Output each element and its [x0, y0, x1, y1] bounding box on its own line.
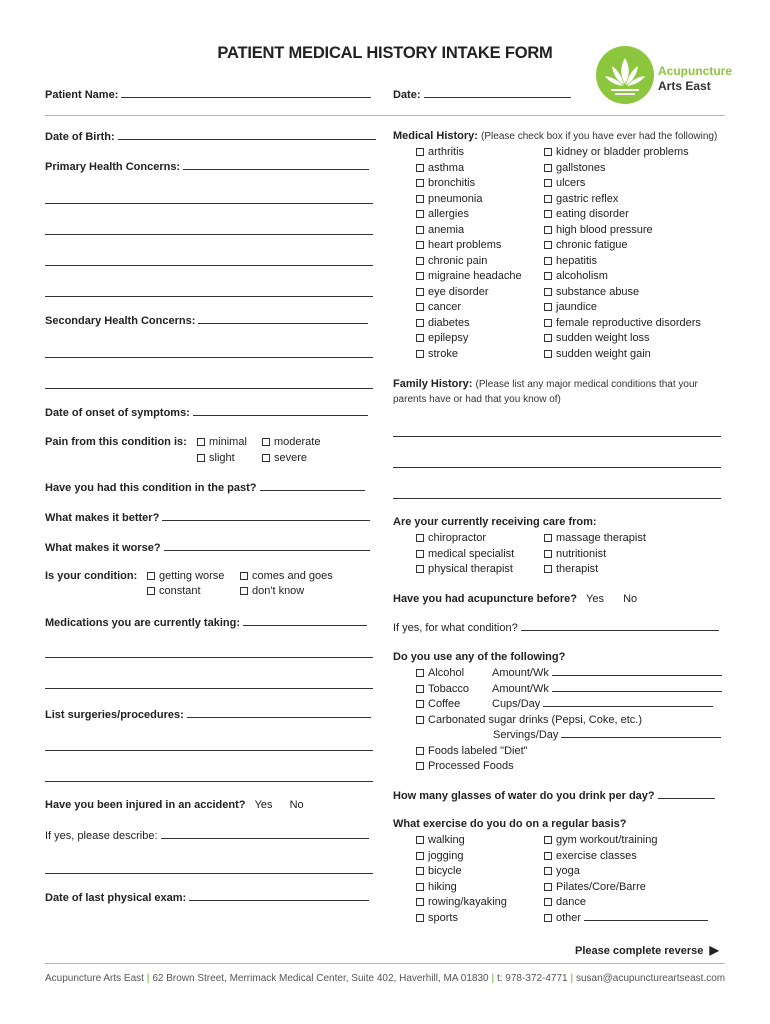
medical-history-checkbox[interactable] [544, 319, 552, 327]
medical-history-checkbox[interactable] [544, 257, 552, 265]
medical-history-label: gastric reflex [556, 192, 619, 205]
exercise-item[interactable] [544, 833, 708, 849]
surgeries-line[interactable] [187, 708, 371, 718]
use-processed-checkbox[interactable] [416, 762, 424, 770]
medical-history-label: anemia [428, 223, 465, 236]
medical-history-label: jaundice [556, 301, 597, 313]
medical-history-checkbox[interactable] [544, 350, 552, 358]
exercise-item[interactable] [544, 864, 708, 880]
past-condition-field[interactable] [45, 481, 365, 494]
use-coffee-checkbox[interactable] [416, 700, 424, 708]
exercise-label: exercise classes [556, 849, 637, 862]
acupuncture-yes[interactable]: Yes [586, 593, 604, 605]
water-label: How many glasses of water do you drink per day? [393, 790, 655, 802]
medical-history-item[interactable] [416, 300, 522, 316]
medical-history-checkbox[interactable] [416, 319, 424, 327]
worse-label: What makes it worse? [45, 542, 161, 554]
care-label: therapist [556, 563, 599, 575]
care-checkbox[interactable] [416, 565, 424, 573]
arrow-right-icon: ▶ [709, 943, 719, 957]
medical-history-label: epilepsy [428, 332, 469, 344]
use-tobacco-row[interactable] [416, 682, 722, 698]
use-processed-label: Processed Foods [428, 760, 514, 772]
exercise-checkbox[interactable] [416, 867, 424, 875]
describe-line-1[interactable] [45, 873, 373, 874]
medical-history-item[interactable] [544, 145, 701, 161]
exercise-col1 [416, 833, 507, 926]
medical-history-checkbox[interactable] [544, 148, 552, 156]
exercise-item[interactable] [544, 880, 708, 896]
medications-line-2[interactable] [45, 688, 373, 689]
use-coffee-label: Coffee [428, 698, 461, 710]
medical-history-label: Medical History: [393, 130, 478, 142]
condition-label: Is your condition: [45, 570, 138, 582]
use-tobacco-line[interactable] [552, 682, 722, 692]
complete-reverse [575, 943, 719, 957]
care-item[interactable] [544, 547, 646, 563]
describe-line[interactable] [161, 829, 369, 839]
exercise-label: hiking [428, 880, 457, 893]
primary-line-2[interactable] [45, 234, 373, 235]
use-diet-checkbox[interactable] [416, 747, 424, 755]
condition-dontknow-label: don't know [252, 585, 305, 597]
medical-history-label: eating disorder [556, 208, 629, 220]
pain-severe-checkbox[interactable] [262, 454, 270, 462]
logo [594, 44, 734, 106]
exercise-item[interactable] [416, 880, 507, 896]
medical-history-label: cancer [428, 301, 462, 313]
care-checkbox[interactable] [544, 534, 552, 542]
pain-severe-label: severe [274, 452, 308, 464]
medical-history-item[interactable] [544, 223, 701, 239]
pain-row [45, 436, 187, 448]
past-condition-label: Have you had this condition in the past? [45, 482, 257, 494]
exercise-col2 [544, 833, 708, 926]
medical-history-item[interactable] [416, 347, 522, 363]
acupuncture-condition-label: If yes, for what condition? [393, 622, 518, 634]
care-label: chiropractor [428, 532, 487, 544]
complete-reverse-label: Please complete reverse [575, 945, 704, 957]
family-line-2[interactable] [393, 467, 721, 468]
physical-field[interactable] [45, 891, 369, 904]
use-list [416, 666, 722, 775]
family-history-note2: parents have or had that you know of) [393, 394, 561, 405]
medical-history-checkbox[interactable] [416, 257, 424, 265]
exercise-label: gym workout/training [556, 834, 658, 846]
medical-history-item[interactable] [416, 238, 522, 254]
use-tobacco-checkbox[interactable] [416, 685, 424, 693]
use-diet-label: Foods labeled "Diet" [428, 744, 528, 757]
injured-row [45, 799, 304, 811]
use-tobacco-qty-label: Amount/Wk [492, 682, 549, 695]
use-alcohol-qty-label: Amount/Wk [492, 667, 549, 679]
exercise-label: sports [428, 911, 458, 924]
care-item[interactable] [416, 531, 514, 547]
medical-history-item[interactable] [416, 207, 522, 223]
better-label: What makes it better? [45, 512, 160, 524]
medical-history-label: bronchitis [428, 177, 476, 189]
secondary-line-1[interactable] [45, 357, 373, 358]
medications-label: Medications you are currently taking: [45, 617, 240, 629]
medical-history-item[interactable] [416, 254, 522, 270]
secondary-line-2[interactable] [45, 388, 373, 389]
care-label: physical therapist [428, 563, 513, 575]
medical-history-item[interactable] [416, 176, 522, 192]
care-col1 [416, 531, 514, 578]
medical-history-item[interactable] [544, 269, 701, 285]
medical-history-note: (Please check box if you have ever had the following) [481, 131, 718, 142]
family-history-label: Family History: [393, 378, 473, 390]
medical-history-label: asthma [428, 161, 465, 174]
care-label: Are your currently receiving care from: [393, 516, 597, 528]
acupuncture-no[interactable]: No [623, 593, 638, 605]
use-label: Do you use any of the following? [393, 651, 566, 663]
medical-history-item[interactable] [416, 316, 522, 332]
dob-line[interactable] [118, 130, 376, 140]
onset-label: Date of onset of symptoms: [45, 407, 190, 419]
exercise-item[interactable] [416, 895, 507, 911]
exercise-label: yoga [556, 865, 580, 877]
medical-history-checkbox[interactable] [416, 210, 424, 218]
water-line[interactable] [658, 789, 715, 799]
use-tobacco-label: Tobacco [428, 682, 469, 695]
exercise-item[interactable] [544, 895, 708, 911]
exercise-label: other [556, 911, 582, 924]
exercise-checkbox[interactable] [416, 883, 424, 891]
onset-line[interactable] [193, 406, 368, 416]
medical-history-label: chronic pain [428, 254, 488, 267]
use-servings-row[interactable] [416, 728, 722, 744]
primary-line-1[interactable] [45, 203, 373, 204]
exercise-checkbox[interactable] [416, 898, 424, 906]
medications-line-1[interactable] [45, 657, 373, 658]
pain-slight-checkbox[interactable] [197, 454, 205, 462]
pain-moderate-option[interactable] [262, 436, 320, 448]
medical-history-item[interactable] [544, 300, 701, 316]
medical-history-checkbox[interactable] [544, 288, 552, 296]
medical-history-checkbox[interactable] [416, 334, 424, 342]
condition-comes-label: comes and goes [252, 570, 333, 582]
pain-minimal-option[interactable] [197, 436, 247, 448]
medical-history-item[interactable] [544, 192, 701, 208]
physical-line[interactable] [189, 891, 369, 901]
exercise-checkbox[interactable] [544, 867, 552, 875]
use-carbonated-label: Carbonated sugar drinks (Pepsi, Coke, etc.) [428, 713, 642, 726]
medications-field[interactable] [45, 616, 367, 629]
medical-history-label: stroke [428, 347, 458, 360]
describe-label: If yes, please describe: [45, 830, 158, 842]
medical-history-item[interactable] [544, 161, 701, 177]
exercise-item[interactable] [416, 833, 507, 849]
medical-history-item[interactable] [544, 331, 701, 347]
use-carbonated-checkbox[interactable] [416, 716, 424, 724]
patient-name-label: Patient Name: [45, 89, 119, 101]
footer-divider [45, 963, 725, 964]
injured-no[interactable]: No [289, 799, 304, 811]
medical-history-checkbox[interactable] [416, 303, 424, 311]
medical-history-checkbox[interactable] [416, 148, 424, 156]
past-condition-line[interactable] [260, 481, 365, 491]
medical-history-item[interactable] [544, 238, 701, 254]
condition-comes-option[interactable] [240, 570, 333, 582]
use-diet-row[interactable] [416, 744, 722, 760]
exercise-checkbox[interactable] [416, 852, 424, 860]
use-alcohol-line[interactable] [552, 666, 722, 676]
footer-separator: | [570, 973, 574, 984]
condition-constant-checkbox[interactable] [147, 587, 155, 595]
medical-history-label: female reproductive disorders [556, 316, 701, 329]
care-checkbox[interactable] [544, 550, 552, 558]
use-coffee-line[interactable] [543, 697, 713, 707]
primary-concerns-label: Primary Health Concerns: [45, 161, 181, 173]
medical-history-checkbox[interactable] [544, 195, 552, 203]
medical-history-label: gallstones [556, 161, 606, 174]
medical-history-label: pneumonia [428, 192, 483, 205]
medical-history-item[interactable] [544, 347, 701, 363]
family-history-header [393, 378, 698, 390]
use-coffee-qty-label: Cups/Day [492, 698, 541, 710]
logo-line1: Acupuncture [658, 64, 733, 78]
medical-history-col2 [544, 145, 701, 362]
exercise-item[interactable] [544, 911, 708, 927]
better-line[interactable] [162, 511, 370, 521]
condition-dontknow-option[interactable] [240, 585, 304, 597]
medical-history-label: kidney or bladder problems [556, 146, 689, 158]
medical-history-item[interactable] [544, 207, 701, 223]
footer-email[interactable]: susan@acupunctureartseast.com [575, 973, 726, 984]
acupuncture-condition-line[interactable] [521, 621, 719, 631]
worse-field[interactable] [45, 541, 370, 554]
care-label: nutritionist [556, 547, 607, 560]
medical-history-item[interactable] [416, 161, 522, 177]
secondary-concerns-label: Secondary Health Concerns: [45, 315, 196, 327]
medical-history-item[interactable] [416, 269, 522, 285]
exercise-item[interactable] [544, 849, 708, 865]
medical-history-checkbox[interactable] [416, 272, 424, 280]
family-line-3[interactable] [393, 498, 721, 499]
dob-field[interactable] [45, 130, 376, 143]
secondary-concerns-line[interactable] [198, 314, 368, 324]
exercise-item[interactable] [416, 911, 507, 927]
medical-history-item[interactable] [416, 285, 522, 301]
medical-history-checkbox[interactable] [416, 226, 424, 234]
medical-history-checkbox[interactable] [544, 272, 552, 280]
medical-history-checkbox[interactable] [416, 241, 424, 249]
dob-label: Date of Birth: [45, 131, 115, 143]
care-item[interactable] [544, 531, 646, 547]
page-title: PATIENT MEDICAL HISTORY INTAKE FORM [217, 44, 553, 62]
medical-history-label: diabetes [428, 316, 470, 329]
logo-line2: Arts East [658, 79, 711, 93]
condition-worse-label: getting worse [159, 570, 225, 582]
onset-field[interactable] [45, 406, 368, 419]
medical-history-label: alcoholism [556, 270, 608, 282]
exercise-other-line[interactable] [584, 911, 708, 921]
exercise-label: bicycle [428, 865, 462, 877]
condition-dontknow-checkbox[interactable] [240, 587, 248, 595]
medical-history-item[interactable] [416, 145, 522, 161]
care-checkbox[interactable] [544, 565, 552, 573]
acupuncture-condition-field[interactable] [393, 621, 719, 634]
footer-address: 62 Brown Street, Merrimack Medical Center, Suite 402, Haverhill, MA 01830 [152, 973, 489, 984]
worse-line[interactable] [164, 541, 370, 551]
patient-name-field[interactable] [45, 88, 371, 101]
condition-comes-checkbox[interactable] [240, 572, 248, 580]
pain-slight-option[interactable] [197, 452, 235, 464]
use-alcohol-checkbox[interactable] [416, 669, 424, 677]
primary-concerns-field[interactable] [45, 160, 369, 173]
footer-phone: t: 978-372-4771 [496, 973, 568, 984]
footer-separator: | [146, 973, 150, 984]
medical-history-label: heart problems [428, 239, 502, 251]
acupuncture-row [393, 593, 637, 605]
condition-constant-option[interactable] [147, 585, 201, 597]
surgeries-line-2[interactable] [45, 781, 373, 782]
divider [45, 115, 725, 116]
condition-constant-label: constant [159, 585, 201, 597]
medical-history-item[interactable] [544, 254, 701, 270]
medications-line[interactable] [243, 616, 367, 626]
medical-history-checkbox[interactable] [416, 195, 424, 203]
exercise-label: dance [556, 896, 586, 908]
exercise-checkbox[interactable] [544, 852, 552, 860]
medical-history-item[interactable] [544, 285, 701, 301]
exercise-label: rowing/kayaking [428, 896, 507, 908]
care-checkbox[interactable] [416, 534, 424, 542]
use-coffee-row[interactable] [416, 697, 722, 713]
injured-label: Have you been injured in an accident? [45, 799, 246, 811]
footer-name: Acupuncture Arts East [45, 973, 144, 984]
care-label: medical specialist [428, 547, 515, 560]
physical-label: Date of last physical exam: [45, 892, 187, 904]
primary-line-3[interactable] [45, 265, 373, 266]
exercise-checkbox[interactable] [416, 914, 424, 922]
medical-history-checkbox[interactable] [544, 241, 552, 249]
medical-history-label: hepatitis [556, 254, 597, 267]
secondary-concerns-field[interactable] [45, 314, 368, 327]
pain-slight-label: slight [209, 452, 235, 464]
use-servings-line[interactable] [561, 728, 721, 738]
family-line-1[interactable] [393, 436, 721, 437]
care-label: massage therapist [556, 532, 646, 544]
exercise-checkbox[interactable] [544, 898, 552, 906]
surgeries-label: List surgeries/procedures: [45, 709, 184, 721]
medical-history-checkbox[interactable] [544, 164, 552, 172]
use-alcohol-label: Alcohol [428, 667, 465, 679]
medical-history-label: high blood pressure [556, 223, 653, 236]
surgeries-line-1[interactable] [45, 750, 373, 751]
medical-history-checkbox[interactable] [544, 179, 552, 187]
care-checkbox[interactable] [416, 550, 424, 558]
medical-history-label: migraine headache [428, 270, 522, 282]
pain-severe-option[interactable] [262, 452, 307, 464]
pain-moderate-checkbox[interactable] [262, 438, 270, 446]
care-item[interactable] [544, 562, 646, 578]
pain-minimal-checkbox[interactable] [197, 438, 205, 446]
medical-history-label: ulcers [556, 177, 586, 189]
family-history-note1: (Please list any major medical conditions that your [475, 379, 698, 390]
medical-history-header [393, 130, 717, 142]
surgeries-field[interactable] [45, 708, 371, 721]
pain-moderate-label: moderate [274, 436, 321, 448]
footer-separator: | [491, 973, 495, 984]
water-field[interactable] [393, 789, 715, 802]
pain-minimal-label: minimal [209, 436, 247, 448]
medical-history-checkbox[interactable] [416, 164, 424, 172]
medical-history-checkbox[interactable] [544, 226, 552, 234]
better-field[interactable] [45, 511, 370, 524]
care-item[interactable] [416, 562, 514, 578]
use-carbonated-row[interactable] [416, 713, 722, 729]
use-processed-row[interactable] [416, 759, 722, 775]
exercise-checkbox[interactable] [416, 836, 424, 844]
footer [45, 973, 725, 984]
medical-history-checkbox[interactable] [416, 288, 424, 296]
describe-field[interactable] [45, 829, 369, 842]
medical-history-label: sudden weight loss [556, 332, 650, 344]
medical-history-item[interactable] [416, 223, 522, 239]
care-item[interactable] [416, 547, 514, 563]
exercise-label: jogging [428, 849, 464, 862]
medical-history-label: sudden weight gain [556, 347, 651, 360]
exercise-label: walking [428, 834, 465, 846]
primary-concerns-line[interactable] [183, 160, 369, 170]
medical-history-item[interactable] [544, 316, 701, 332]
medical-history-item[interactable] [416, 192, 522, 208]
exercise-label: What exercise do you do on a regular basis? [393, 818, 627, 830]
medical-history-label: chronic fatigue [556, 239, 628, 251]
exercise-checkbox[interactable] [544, 914, 552, 922]
date-line[interactable] [424, 88, 571, 98]
medical-history-item[interactable] [544, 176, 701, 192]
exercise-item[interactable] [416, 864, 507, 880]
medical-history-label: substance abuse [556, 285, 640, 298]
medical-history-col1 [416, 145, 522, 362]
pain-label: Pain from this condition is: [45, 436, 187, 448]
primary-line-4[interactable] [45, 296, 373, 297]
date-label: Date: [393, 89, 421, 101]
patient-name-line[interactable] [121, 88, 371, 98]
exercise-label: Pilates/Core/Barre [556, 880, 646, 893]
use-servings-label: Servings/Day [493, 729, 559, 741]
exercise-checkbox[interactable] [544, 883, 552, 891]
condition-worse-option[interactable] [147, 570, 224, 582]
care-col2 [544, 531, 646, 578]
use-alcohol-row[interactable] [416, 666, 722, 682]
medical-history-label: allergies [428, 208, 469, 220]
exercise-checkbox[interactable] [544, 836, 552, 844]
lotus-logo-icon [594, 44, 656, 106]
medical-history-checkbox[interactable] [416, 350, 424, 358]
date-field[interactable] [393, 88, 571, 101]
medical-history-checkbox[interactable] [416, 179, 424, 187]
medical-history-checkbox[interactable] [544, 334, 552, 342]
medical-history-label: eye disorder [428, 285, 489, 298]
acupuncture-label: Have you had acupuncture before? [393, 593, 577, 605]
condition-worse-checkbox[interactable] [147, 572, 155, 580]
exercise-item[interactable] [416, 849, 507, 865]
medical-history-item[interactable] [416, 331, 522, 347]
injured-yes[interactable]: Yes [254, 799, 273, 811]
medical-history-label: arthritis [428, 146, 465, 158]
medical-history-checkbox[interactable] [544, 303, 552, 311]
medical-history-checkbox[interactable] [544, 210, 552, 218]
